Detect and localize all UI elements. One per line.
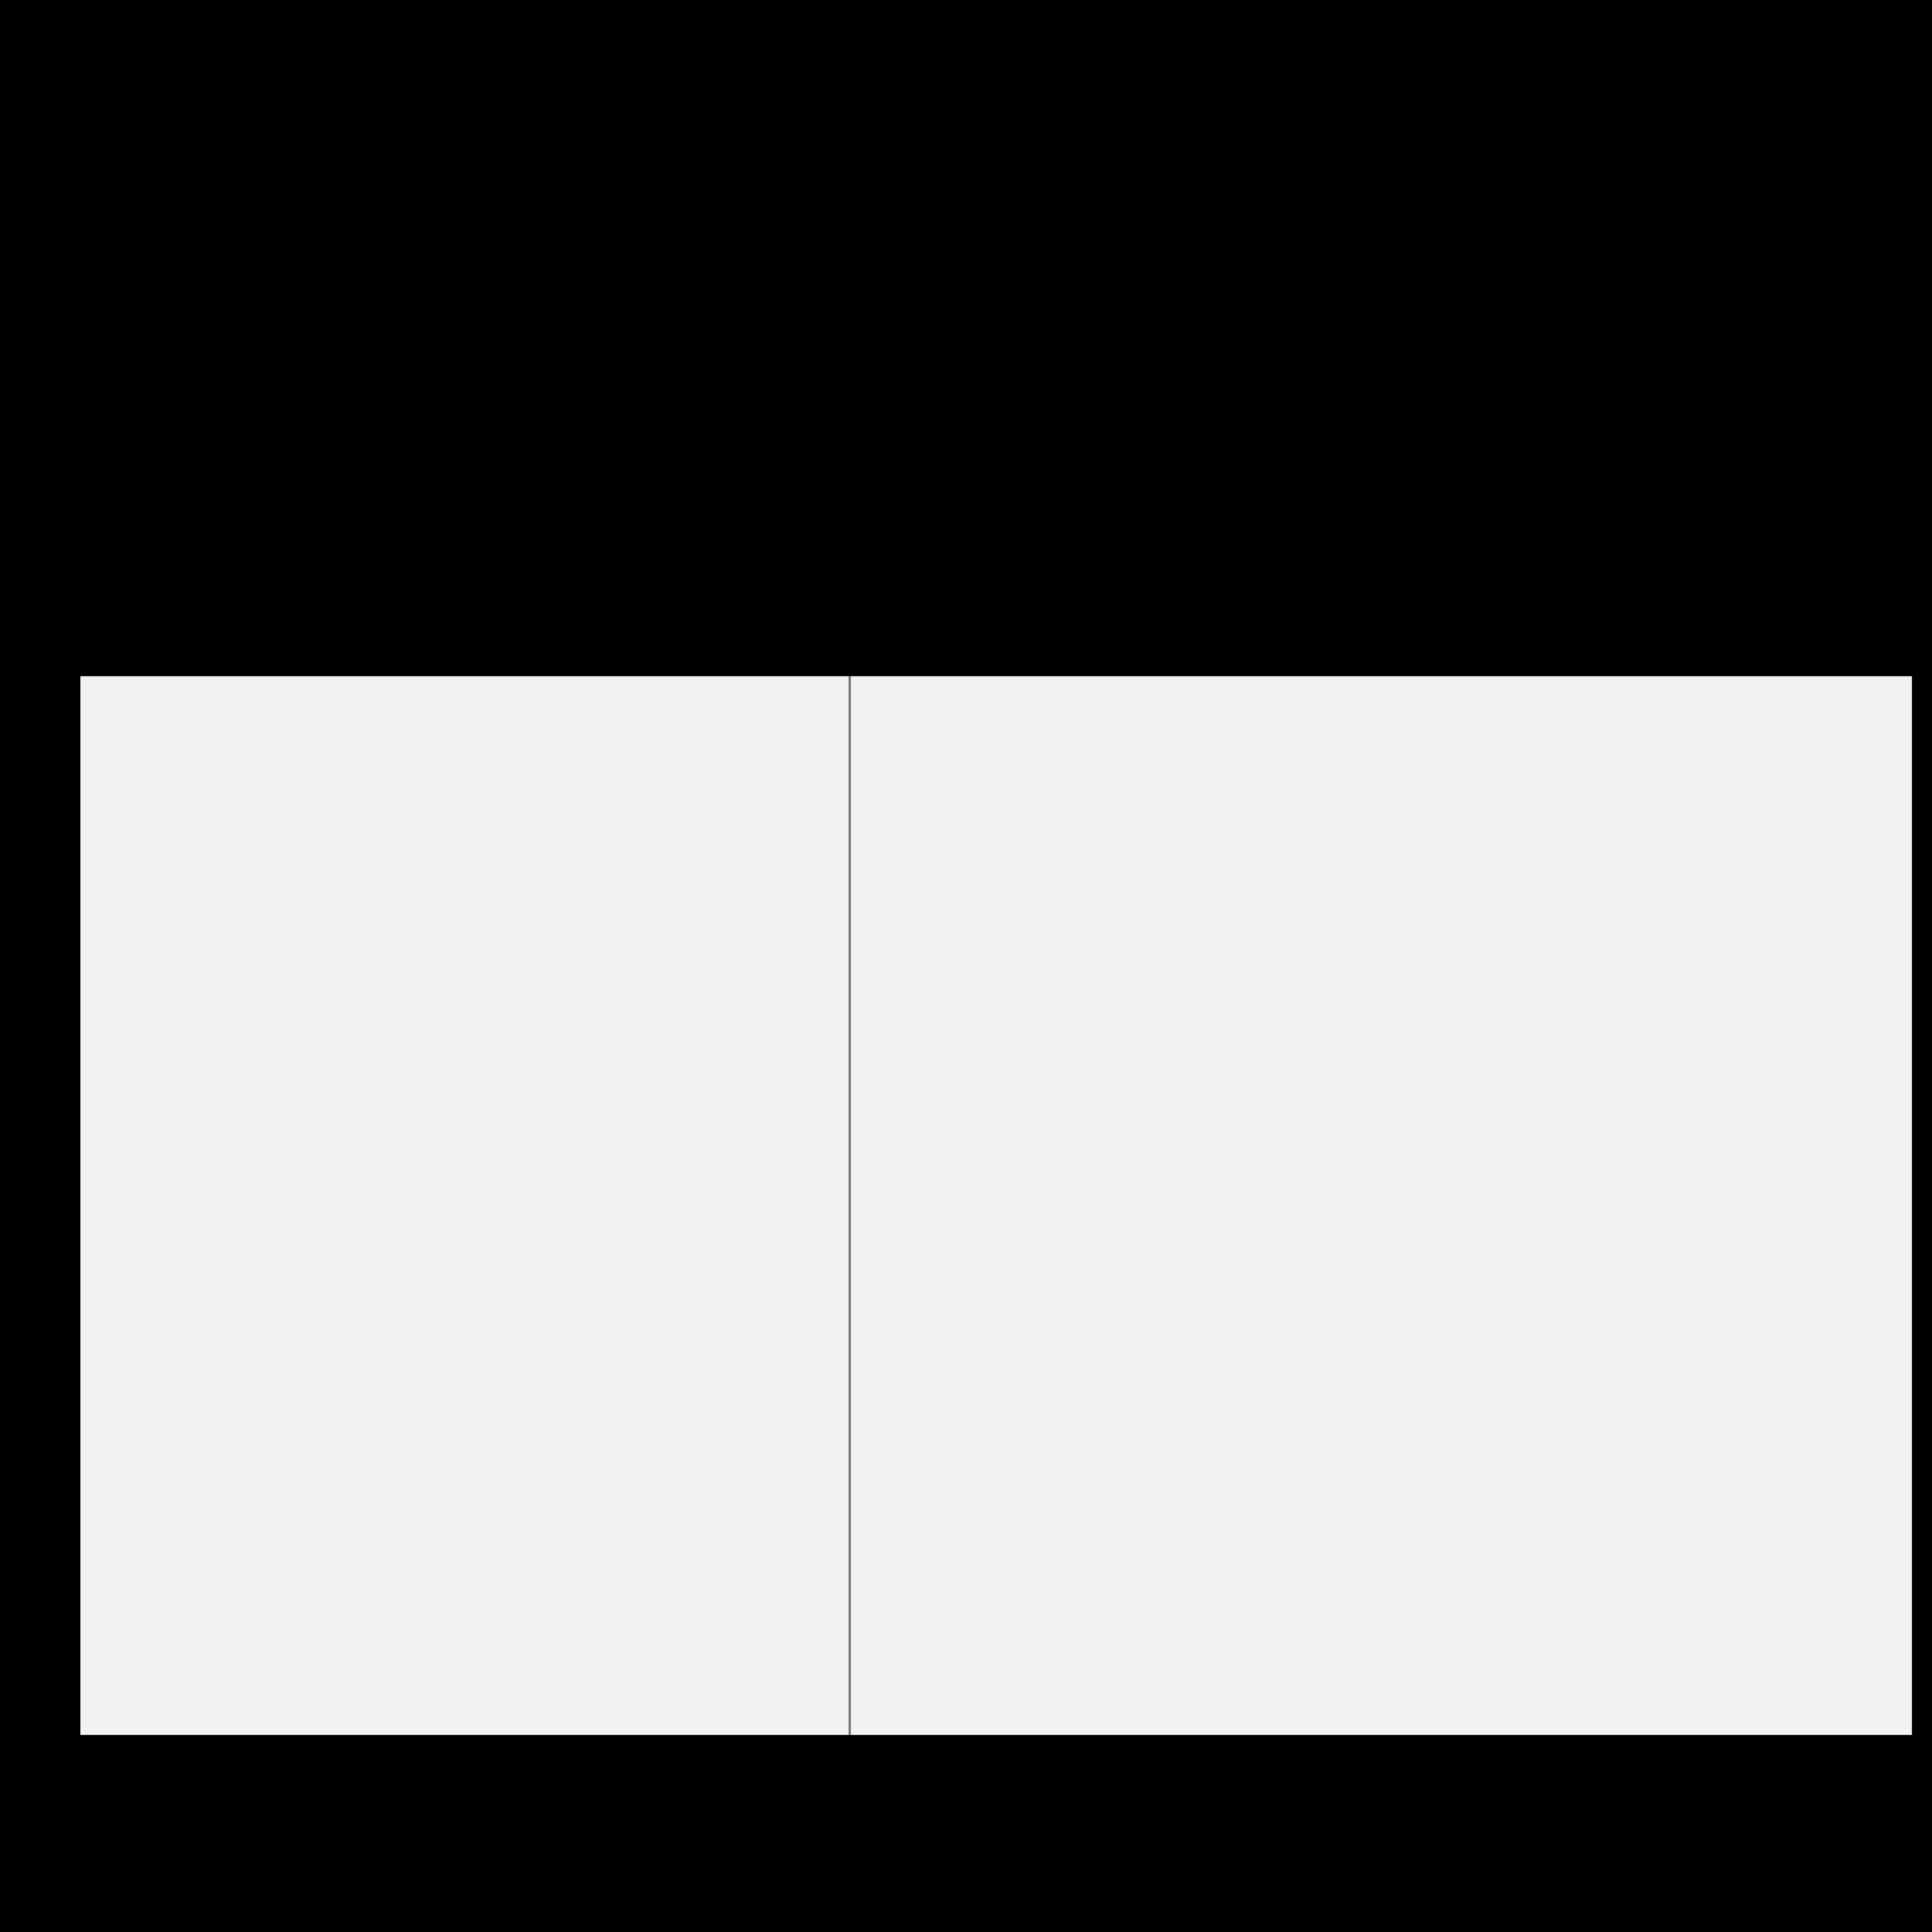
ledger-page bbox=[80, 676, 1912, 1735]
page-gutter bbox=[849, 676, 851, 1735]
